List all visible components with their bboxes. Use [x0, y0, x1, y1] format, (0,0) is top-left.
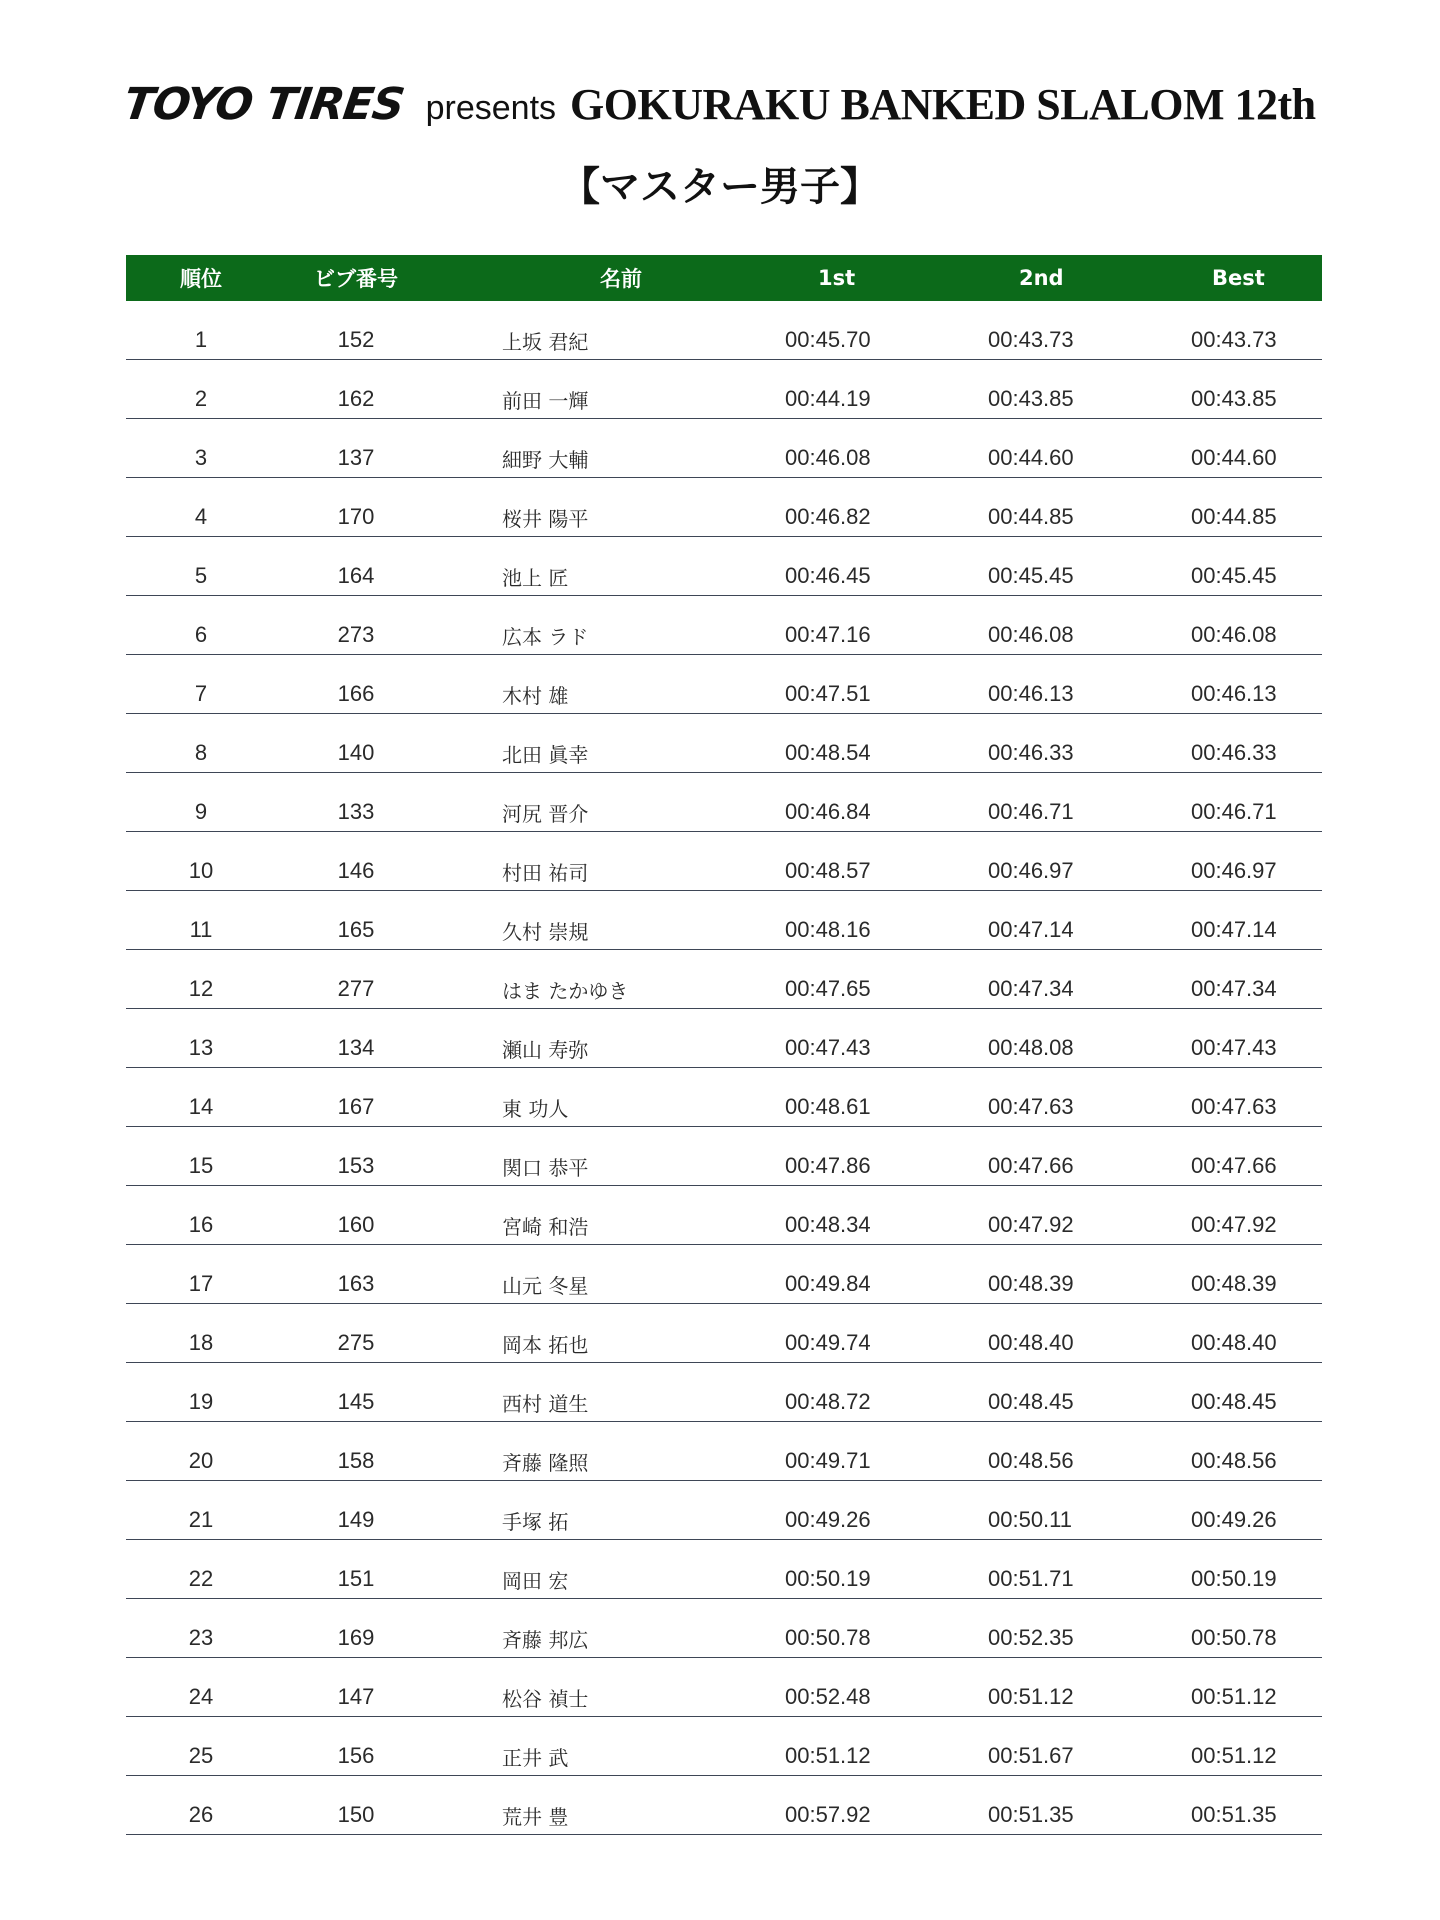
second-run-cell: 00:47.34 [988, 976, 1074, 1001]
name-cell: 北田 眞幸 [502, 742, 589, 767]
first-run-cell: 00:47.16 [785, 622, 871, 647]
first-run-cell: 00:49.26 [785, 1507, 871, 1532]
presents-text: presents [425, 89, 557, 127]
best-time-cell: 00:47.92 [1191, 1212, 1277, 1237]
bib-cell: 160 [337, 1212, 375, 1237]
second-run-cell: 00:48.39 [988, 1271, 1074, 1296]
best-time-cell: 00:44.60 [1191, 445, 1277, 470]
rank-cell: 8 [194, 740, 208, 765]
rank-cell: 6 [194, 622, 208, 647]
bib-cell: 164 [337, 563, 375, 588]
event-header [0, 60, 1440, 130]
table-row [126, 773, 1322, 832]
first-run-cell: 00:48.34 [785, 1212, 871, 1237]
column-header-rank: 順位 [180, 267, 222, 291]
first-run-cell: 00:48.57 [785, 858, 871, 883]
rank-cell: 13 [188, 1035, 214, 1060]
rank-cell: 16 [188, 1212, 214, 1237]
best-time-cell: 00:43.85 [1191, 386, 1277, 411]
best-time-cell: 00:46.97 [1191, 858, 1277, 883]
second-run-cell: 00:43.85 [988, 386, 1074, 411]
rank-cell: 15 [188, 1153, 214, 1178]
first-run-cell: 00:46.82 [785, 504, 871, 529]
bib-cell: 153 [337, 1153, 375, 1178]
name-cell: 宮崎 和浩 [502, 1214, 589, 1239]
bib-cell: 158 [337, 1448, 375, 1473]
name-cell: 山元 冬星 [502, 1273, 589, 1298]
bib-cell: 170 [337, 504, 375, 529]
rank-cell: 14 [188, 1094, 214, 1119]
name-cell: 正井 武 [502, 1745, 569, 1770]
rank-cell: 18 [188, 1330, 214, 1355]
name-cell: 池上 匠 [502, 565, 569, 590]
column-header-1st: 1st [818, 266, 856, 290]
second-run-cell: 00:43.73 [988, 327, 1074, 352]
second-run-cell: 00:51.35 [988, 1802, 1074, 1827]
name-cell: 松谷 禎士 [502, 1686, 589, 1711]
second-run-cell: 00:51.67 [988, 1743, 1074, 1768]
name-cell: 久村 崇規 [502, 919, 589, 944]
best-time-cell: 00:44.85 [1191, 504, 1277, 529]
first-run-cell: 00:46.84 [785, 799, 871, 824]
bib-cell: 133 [337, 799, 375, 824]
table-row [126, 301, 1322, 360]
column-header-bib: ビブ番号 [314, 267, 398, 291]
first-run-cell: 00:48.72 [785, 1389, 871, 1414]
first-run-cell: 00:48.54 [785, 740, 871, 765]
second-run-cell: 00:48.08 [988, 1035, 1074, 1060]
rank-cell: 10 [188, 858, 214, 883]
best-time-cell: 00:47.43 [1191, 1035, 1277, 1060]
bib-cell: 152 [337, 327, 375, 352]
best-time-cell: 00:48.45 [1191, 1389, 1277, 1414]
table-row [126, 360, 1322, 419]
second-run-cell: 00:44.60 [988, 445, 1074, 470]
best-time-cell: 00:50.19 [1191, 1566, 1277, 1591]
bib-cell: 145 [337, 1389, 375, 1414]
name-cell: 岡本 拓也 [502, 1332, 589, 1357]
best-time-cell: 00:47.14 [1191, 917, 1277, 942]
table-row [126, 419, 1322, 478]
second-run-cell: 00:47.63 [988, 1094, 1074, 1119]
table-row [126, 1363, 1322, 1422]
table-row [126, 714, 1322, 773]
first-run-cell: 00:47.43 [785, 1035, 871, 1060]
name-cell: 手塚 拓 [502, 1509, 569, 1534]
table-row [126, 596, 1322, 655]
name-cell: 岡田 宏 [502, 1568, 569, 1593]
first-run-cell: 00:50.19 [785, 1566, 871, 1591]
name-cell: 関口 恭平 [502, 1155, 589, 1180]
name-cell: 広本 ラド [502, 624, 589, 649]
category-title: 【マスター男子】 [560, 164, 880, 210]
first-run-cell: 00:46.08 [785, 445, 871, 470]
best-time-cell: 00:51.35 [1191, 1802, 1277, 1827]
rank-cell: 4 [194, 504, 208, 529]
second-run-cell: 00:48.45 [988, 1389, 1074, 1414]
first-run-cell: 00:51.12 [785, 1743, 871, 1768]
bib-cell: 277 [337, 976, 375, 1001]
first-run-cell: 00:50.78 [785, 1625, 871, 1650]
name-cell: 桜井 陽平 [502, 506, 589, 531]
first-run-cell: 00:45.70 [785, 327, 871, 352]
rank-cell: 20 [188, 1448, 214, 1473]
name-cell: 上坂 君紀 [502, 329, 589, 354]
best-time-cell: 00:48.56 [1191, 1448, 1277, 1473]
rank-cell: 12 [188, 976, 214, 1001]
rank-cell: 24 [188, 1684, 214, 1709]
second-run-cell: 00:47.66 [988, 1153, 1074, 1178]
bib-cell: 150 [337, 1802, 375, 1827]
brand-logo: TOYO TIRES [120, 79, 408, 130]
second-run-cell: 00:48.56 [988, 1448, 1074, 1473]
table-row [126, 1009, 1322, 1068]
table-row [126, 1481, 1322, 1540]
table-row [126, 950, 1322, 1009]
best-time-cell: 00:46.08 [1191, 622, 1277, 647]
rank-cell: 1 [194, 327, 208, 352]
table-row [126, 1127, 1322, 1186]
bib-cell: 273 [337, 622, 375, 647]
first-run-cell: 00:46.45 [785, 563, 871, 588]
table-row [126, 1658, 1322, 1717]
best-time-cell: 00:43.73 [1191, 327, 1277, 352]
bib-cell: 151 [337, 1566, 375, 1591]
results-table [126, 255, 1322, 1835]
bib-cell: 165 [337, 917, 375, 942]
first-run-cell: 00:44.19 [785, 386, 871, 411]
second-run-cell: 00:47.92 [988, 1212, 1074, 1237]
rank-cell: 25 [188, 1743, 214, 1768]
bib-cell: 147 [337, 1684, 375, 1709]
rank-cell: 3 [194, 445, 208, 470]
name-cell: 荒井 豊 [502, 1804, 569, 1829]
table-row [126, 832, 1322, 891]
second-run-cell: 00:46.08 [988, 622, 1074, 647]
name-cell: 前田 一輝 [502, 388, 589, 413]
second-run-cell: 00:46.13 [988, 681, 1074, 706]
first-run-cell: 00:52.48 [785, 1684, 871, 1709]
first-run-cell: 00:49.74 [785, 1330, 871, 1355]
second-run-cell: 00:52.35 [988, 1625, 1074, 1650]
table-row [126, 1245, 1322, 1304]
table-row [126, 655, 1322, 714]
second-run-cell: 00:46.71 [988, 799, 1074, 824]
second-run-cell: 00:46.33 [988, 740, 1074, 765]
rank-cell: 11 [189, 917, 213, 942]
best-time-cell: 00:48.40 [1191, 1330, 1277, 1355]
rank-cell: 22 [188, 1566, 214, 1591]
first-run-cell: 00:48.16 [785, 917, 871, 942]
bib-cell: 140 [337, 740, 375, 765]
table-row [126, 1717, 1322, 1776]
first-run-cell: 00:47.51 [785, 681, 871, 706]
first-run-cell: 00:49.84 [785, 1271, 871, 1296]
bib-cell: 162 [337, 386, 375, 411]
rank-cell: 2 [194, 386, 208, 411]
name-cell: 瀬山 寿弥 [502, 1037, 589, 1062]
name-cell: 木村 雄 [502, 683, 569, 708]
table-row [126, 1304, 1322, 1363]
second-run-cell: 00:50.11 [988, 1507, 1073, 1532]
bib-cell: 134 [337, 1035, 375, 1060]
best-time-cell: 00:47.34 [1191, 976, 1277, 1001]
bib-cell: 149 [337, 1507, 375, 1532]
table-row [126, 1540, 1322, 1599]
bib-cell: 275 [337, 1330, 375, 1355]
best-time-cell: 00:45.45 [1191, 563, 1277, 588]
best-time-cell: 00:48.39 [1191, 1271, 1277, 1296]
event-title: GOKURAKU BANKED SLALOM 12th [570, 80, 1316, 129]
name-cell: はま たかゆき [502, 978, 629, 1003]
best-time-cell: 00:46.33 [1191, 740, 1277, 765]
table-row [126, 1068, 1322, 1127]
bib-cell: 156 [337, 1743, 375, 1768]
rank-cell: 21 [188, 1507, 214, 1532]
best-time-cell: 00:46.71 [1191, 799, 1277, 824]
bib-cell: 146 [337, 858, 375, 883]
first-run-cell: 00:47.86 [785, 1153, 871, 1178]
bib-cell: 137 [337, 445, 375, 470]
rank-cell: 26 [188, 1802, 214, 1827]
bib-cell: 169 [337, 1625, 375, 1650]
column-header-2nd: 2nd [1019, 266, 1064, 290]
second-run-cell: 00:48.40 [988, 1330, 1074, 1355]
second-run-cell: 00:45.45 [988, 563, 1074, 588]
second-run-cell: 00:51.71 [988, 1566, 1074, 1591]
best-time-cell: 00:51.12 [1191, 1743, 1277, 1768]
rank-cell: 17 [188, 1271, 214, 1296]
bib-cell: 167 [337, 1094, 375, 1119]
table-header [126, 255, 1322, 301]
table-row [126, 891, 1322, 950]
column-header-best: Best [1212, 266, 1265, 290]
name-cell: 河尻 晋介 [502, 801, 589, 826]
best-time-cell: 00:47.63 [1191, 1094, 1277, 1119]
table-row [126, 1776, 1322, 1835]
bib-cell: 163 [337, 1271, 375, 1296]
second-run-cell: 00:51.12 [988, 1684, 1074, 1709]
table-row [126, 1422, 1322, 1481]
column-header-name: 名前 [600, 267, 642, 291]
second-run-cell: 00:44.85 [988, 504, 1074, 529]
best-time-cell: 00:51.12 [1191, 1684, 1277, 1709]
rank-cell: 19 [188, 1389, 214, 1414]
first-run-cell: 00:47.65 [785, 976, 871, 1001]
table-row [126, 478, 1322, 537]
best-time-cell: 00:47.66 [1191, 1153, 1277, 1178]
second-run-cell: 00:46.97 [988, 858, 1074, 883]
table-row [126, 1186, 1322, 1245]
name-cell: 西村 道生 [502, 1391, 589, 1416]
first-run-cell: 00:57.92 [785, 1802, 871, 1827]
second-run-cell: 00:47.14 [988, 917, 1074, 942]
best-time-cell: 00:46.13 [1191, 681, 1277, 706]
name-cell: 斉藤 邦広 [502, 1627, 589, 1652]
name-cell: 細野 大輔 [502, 447, 589, 472]
bib-cell: 166 [337, 681, 375, 706]
best-time-cell: 00:50.78 [1191, 1625, 1277, 1650]
table-row [126, 537, 1322, 596]
best-time-cell: 00:49.26 [1191, 1507, 1277, 1532]
rank-cell: 9 [194, 799, 208, 824]
name-cell: 村田 祐司 [502, 860, 589, 885]
rank-cell: 7 [194, 681, 208, 706]
rank-cell: 23 [188, 1625, 214, 1650]
name-cell: 東 功人 [502, 1096, 569, 1121]
table-body [126, 301, 1322, 1835]
first-run-cell: 00:48.61 [785, 1094, 871, 1119]
rank-cell: 5 [194, 563, 208, 588]
first-run-cell: 00:49.71 [785, 1448, 871, 1473]
table-row [126, 1599, 1322, 1658]
name-cell: 斉藤 隆照 [502, 1450, 589, 1475]
